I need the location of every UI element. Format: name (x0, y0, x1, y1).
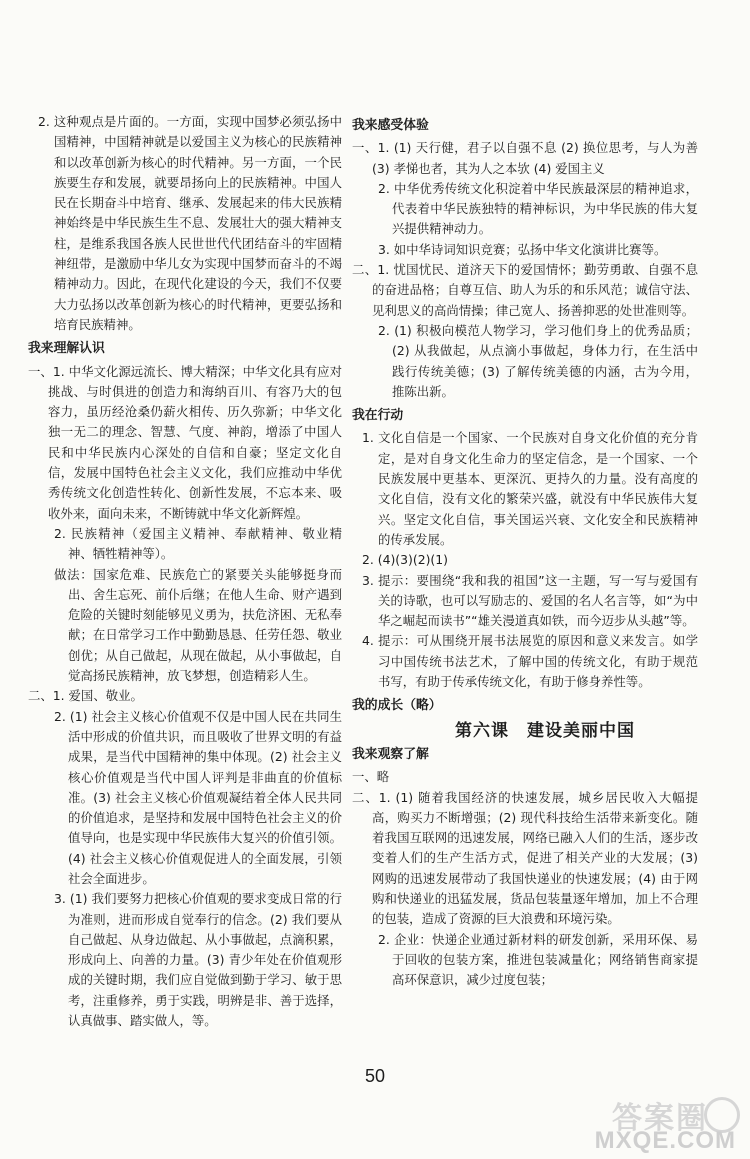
right-column (352, 112, 698, 990)
watermark-logo (582, 1093, 742, 1155)
answer-paragraph: 做法：国家危难、民族危亡的紧要关头能够挺身而出、舍生忘死、前仆后继；在他人生命、财产遇到危险的关键时刻能够见义勇为，扶危济困、无私奉献；在日常学习工作中勤勤恳恳、任劳任怨、敬业创优；从自己做起，从现在做起，从小事做起，自觉高扬民族精神，放飞梦想，创造精彩人生。 (54, 566, 342, 684)
answer-paragraph: 2. (1) 社会主义核心价值观不仅是中国人民在共同生活中形成的价值共识，而且吸收了世界文明的有益成果，是当代中国精神的集中体现。(2) 社会主义核心价值观是当代中国人评判是非曲直的价值标准。(3) 社会主义核心价值观凝结着全体人民共同的价值追求，是坚持和发展中国特色社会主义的价值导向，也是实现中华民族伟大复兴的价值引领。(4) 社会主义核心价值观促进人的全面发展，引领社会全面进步。 (54, 708, 342, 886)
section-heading: 我来感受体验 (352, 118, 429, 133)
answer-paragraph: 2. (4)(3)(2)(1) (362, 552, 448, 568)
watermark-text: 答案圈 (612, 1101, 708, 1136)
page-number: 50 (364, 1066, 386, 1086)
section-heading: 我来观察了解 (352, 746, 429, 762)
section-heading: 我来理解认识 (28, 341, 105, 357)
answer-paragraph: 二、1. (1) 随着我国经济的快速发展，城乡居民收入大幅提高，购买力不断增强；(2) 现代科技给生活带来新变化。随着我国互联网的迅速发展，网络已融入人们的生活，逐步改变着人们的生产生活方式，促进了相关产业的大发展；(3) 网购的迅速发展带动了我国快递业的快速发展；(4) 由于网购和快递业的迅猛发展，货品包装量逐年增加，加上不合理的包装，造成了资源的巨大浪费和环境污染。 (352, 789, 698, 927)
answer-paragraph: 2. 这种观点是片面的。一方面，实现中国梦必须弘扬中国精神，中国精神就是以爱国主义为核心的民族精神和以改革创新为核心的时代精神。另一方面，一个民族要生存和发展，就要昂扬向上的民族精神。中国人民在长期奋斗中培育、继承、发展起来的伟大民族精神始终是中华民族生生不息、发展壮大的强大精神支柱，是维系我国各族人民世世代代团结奋斗的牢固精神纽带，是激励中华儿女为实现中国梦而奋斗的不竭精神动力。因此，在现代化建设的今天，我们不仅要大力弘扬以改革创新为核心的时代精神，更要弘扬和培育民族精神。 (38, 114, 342, 332)
answer-paragraph: 二、1. 爱国、敬业。 (28, 688, 143, 704)
watermark-url: MXQE.COM (594, 1127, 736, 1154)
answer-paragraph: 3. 提示：要围绕“我和我的祖国”这一主题，写一写与爱国有关的诗歌，也可以写励志的、爱国的名人名言等，如“为中华之崛起而读书”“雄关漫道真如铁，而今迈步从头越”等。 (362, 572, 698, 629)
section-heading: 我的成长（略） (352, 698, 442, 714)
answer-paragraph: 2. 企业：快递企业通过新材料的研发创新，采用环保、易于回收的包装方案，推进包装减量化；网络销售商家提高环保意识，减少过度包装； (378, 931, 698, 988)
answer-paragraph: 4. 提示：可从围绕开展书法展览的原因和意义来发言。如学习中国传统书法艺术，了解中国的传统文化，有助于规范书写，有助于传承传统文化，有助于修身养性等。 (362, 633, 698, 690)
answer-paragraph: 2. 中华优秀传统文化积淀着中华民族最深层的精神追求，代表着中华民族独特的精神标识，为中华民族的伟大复兴提供精神动力。 (378, 180, 698, 237)
answer-paragraph: 一、略 (352, 769, 390, 785)
answer-paragraph: 2. 民族精神（爱国主义精神、奉献精神、敬业精神、牺牲精神等）。 (54, 525, 342, 562)
answer-paragraph: 一、1. 中华文化源远流长、博大精深；中华文化具有应对挑战、与时俱进的创造力和海纳百川、有容乃大的包容力，虽历经沧桑仍薪火相传、历久弥新；中华文化独一无二的理念、智慧、气度、神韵，增添了中国人民和中华民族内心深处的自信和自豪；坚定文化自信，发展中国特色社会主义文化，我们应推动中华优秀传统文化创造性转化、创新性发展，不忘本来、吸收外来，面向未来，不断铸就中华文化新辉煌。 (28, 363, 342, 521)
answer-paragraph: 二、1. 忧国忧民、道济天下的爱国情怀；勤劳勇敢、自强不息的奋进品格；自尊互信、助人为乐的和乐风范；诚信守法、见利思义的高尚情操；律己宽人、扬善抑恶的处世准则等。 (352, 262, 698, 318)
left-column (28, 112, 342, 1031)
answer-paragraph: 3. (1) 我们要努力把核心价值观的要求变成日常的行为准则，进而形成自觉奉行的信念。(2) 我们要从自己做起、从身边做起、从小事做起，点滴积累，形成向上、向善的力量。(3) 青少年处在价值观形成的关键时期，我们应自觉做到勤于学习、敏于思考，注重修养，勇于实践，明辨是非、善于选择，认真做事、踏实做人，等。 (54, 891, 342, 1029)
section-heading: 我在行动 (352, 408, 404, 424)
answer-paragraph: 3. 如中华诗词知识竞赛；弘扬中华文化演讲比赛等。 (378, 241, 667, 257)
answer-paragraph: 1. 文化自信是一个国家、一个民族对自身文化价值的充分肯定，是对自身文化生命力的坚定信念，是一个国家、一个民族发展中更基本、更深沉、更持久的力量。没有高度的文化自信，没有文化的繁荣兴盛，就没有中华民族伟大复兴。坚定文化自信，事关国运兴衰、文化安全和民族精神的传承发展。 (362, 430, 698, 547)
lesson-title: 第六课 建设美丽中国 (455, 720, 635, 741)
answer-paragraph: 2. (1) 积极向模范人物学习，学习他们身上的优秀品质；(2) 从我做起，从点滴小事做起，身体力行，在生活中践行传统美德；(3) 了解传统美德的内涵，古为今用，推陈出新。 (378, 322, 698, 399)
answer-paragraph: 一、1. (1) 天行健，君子以自强不息 (2) 换位思考，与人为善 (3) 孝悌也者，其为人之本欤 (4) 爱国主义 (352, 140, 698, 176)
